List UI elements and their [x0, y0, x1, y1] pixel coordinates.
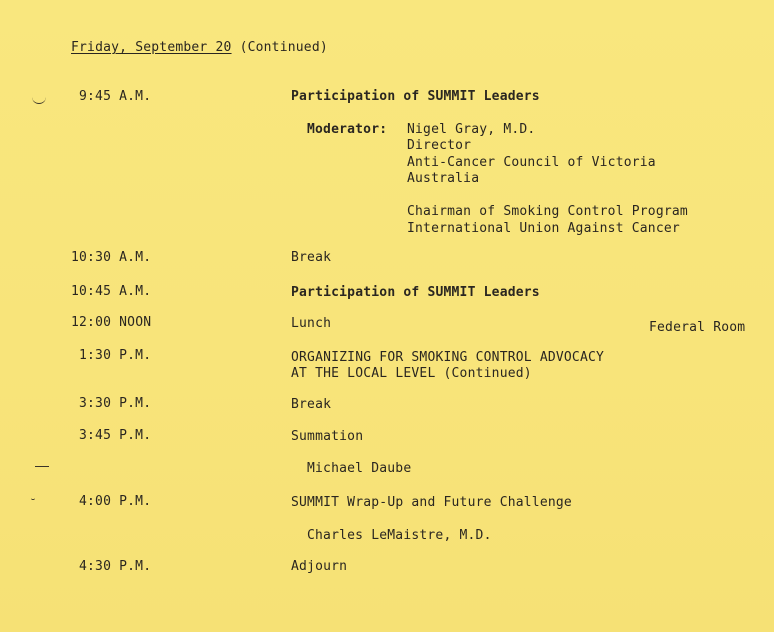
time-0130: 1:30 P.M.	[79, 348, 152, 363]
page-heading	[71, 40, 328, 56]
moderator-name: Nigel Gray, M.D.	[407, 122, 536, 137]
heading-date: Friday, September 20	[71, 40, 232, 55]
event-0130-line1: ORGANIZING FOR SMOKING CONTROL ADVOCACY	[291, 350, 605, 365]
moderator-label: Moderator:	[307, 122, 388, 137]
margin-mark	[32, 97, 46, 104]
moderator-org: Anti-Cancer Council of Victoria	[407, 155, 656, 170]
event-0400: SUMMIT Wrap-Up and Future Challenge	[291, 495, 572, 510]
speaker-0400: Charles LeMaistre, M.D.	[307, 528, 492, 543]
time-1030: 10:30 A.M.	[71, 250, 152, 265]
event-0945: Participation of SUMMIT Leaders	[291, 89, 540, 104]
time-0345: 3:45 P.M.	[79, 428, 152, 443]
margin-mark	[35, 464, 49, 467]
event-1200: Lunch	[291, 316, 332, 331]
event-0130-line2: AT THE LOCAL LEVEL (Continued)	[291, 366, 532, 381]
moderator-role: Chairman of Smoking Control Program	[407, 204, 688, 219]
moderator-union: International Union Against Cancer	[407, 221, 680, 236]
time-0330: 3:30 P.M.	[79, 396, 152, 411]
time-0945: 9:45 A.M.	[79, 89, 152, 104]
speaker-0345: Michael Daube	[307, 461, 412, 476]
event-1030: Break	[291, 250, 332, 265]
moderator-title: Director	[407, 138, 472, 153]
event-1045: Participation of SUMMIT Leaders	[291, 285, 540, 300]
time-1200: 12:00 NOON	[71, 315, 152, 330]
time-0400: 4:00 P.M.	[79, 494, 152, 509]
event-0345: Summation	[291, 429, 364, 444]
event-0430: Adjourn	[291, 559, 348, 574]
time-0430: 4:30 P.M.	[79, 559, 152, 574]
time-1045: 10:45 A.M.	[71, 284, 152, 299]
heading-suffix: (Continued)	[231, 40, 328, 55]
margin-mark	[31, 495, 35, 500]
location-1200: Federal Room	[649, 320, 746, 335]
moderator-country: Australia	[407, 171, 480, 186]
event-0330: Break	[291, 397, 332, 412]
